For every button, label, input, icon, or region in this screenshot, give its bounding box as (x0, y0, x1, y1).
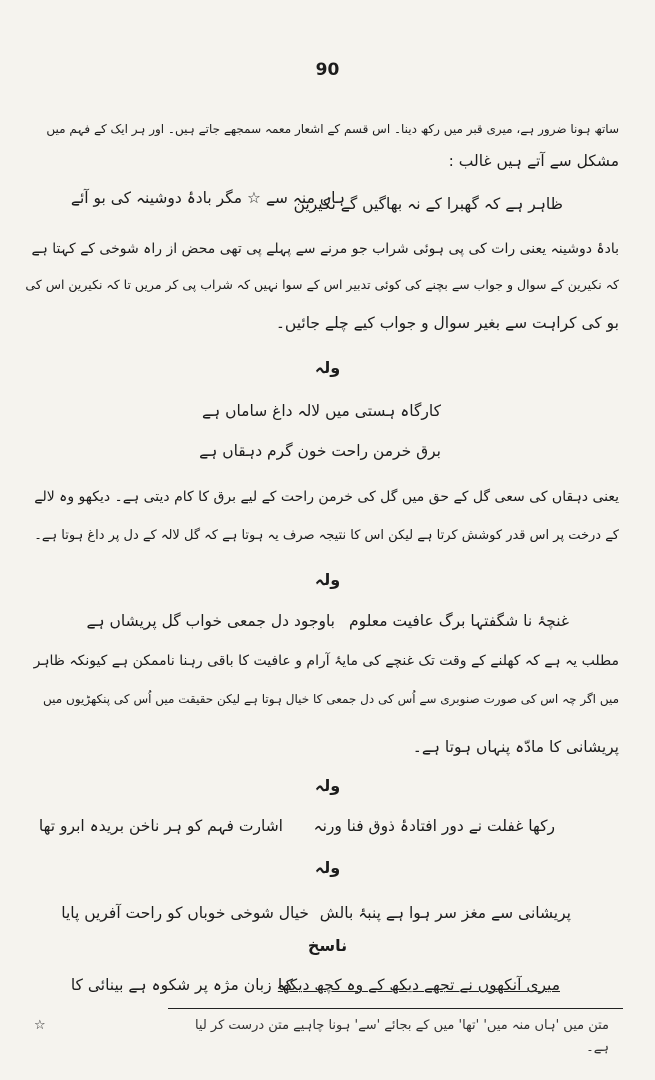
p4-line-2: میں اگر چہ اس کی صورت صنوبری سے اُس کی دل جمعی کا خیال ہوتا ہے لیکن حقیقت میں اُس کی پنکھڑیوں میں (43, 692, 619, 706)
p1-line-1: ساتھ ہونا ضرور ہے، میری قبر میں رکھ دینا۔ اس قسم کے اشعار معمہ سمجھے جاتے ہیں۔ اور ہر ایک کے فہم میں (46, 122, 619, 136)
verse3-right-hemistich: غنچۂ نا شگفتہا برگ عافیت معلوم (349, 612, 569, 630)
verse6-right-hemistich: میری آنکھوں نے تجھے دیکھ کے وہ کچھ دیکھا (277, 976, 560, 994)
verse2-line-2: برق خرمن راحت خون گرم دہقاں ہے (199, 442, 441, 460)
heading-wala-4: ولہ (314, 858, 341, 877)
p2-line-3: بو کی کراہت سے بغیر سوال و جواب کیے چلے جائیں۔ (275, 314, 619, 332)
p3-line-2: کے درخت پر اس قدر کوشش کرتا ہے لیکن اس کا نتیجہ صرف یہ ہوتا ہے کہ گل لالہ کے دل پر داغ ہوتا ہے۔ (34, 528, 619, 543)
verse6-left-hemistich: کہ زبان مژہ پر شکوہ ہے بینائی کا (70, 976, 293, 994)
footnote-line-2: ہے۔ (586, 1040, 609, 1055)
footnote-star-icon: ☆ (34, 1018, 46, 1033)
page-number: 90 (315, 60, 340, 80)
verse1-left-hemistich: ہاں منہ سے ☆ مگر بادۂ دوشینہ کی بو آئے (70, 189, 345, 207)
footnote-line-1: متن میں 'ہاں منہ میں' 'تھا' میں کے بجائے 'سے' ہونا چاہیے متن درست کر لیا (194, 1018, 609, 1033)
p2-line-2: کہ نکیرین کے سوال و جواب سے بچنے کی کوئی تدبیر اس کے سوا نہیں کہ شراب پی کر مریں تا کہ نکیرین اس کی (25, 277, 619, 292)
heading-wala-3: ولہ (314, 776, 341, 795)
verse1-right-hemistich: ظاہر ہے کہ گھبرا کے نہ بھاگیں گے نکیرین (293, 195, 563, 213)
verse5-right-hemistich: پریشانی سے مغز سر ہوا ہے پنبۂ بالش (319, 904, 571, 922)
p2-line-1: بادۂ دوشینہ یعنی رات کی پی ہوئی شراب جو مرنے سے پہلے پی تھی محض از راہ شوخی کے کہتا ہے (31, 241, 619, 257)
verse2-line-1: کارگاہ ہستی میں لالہ داغ ساماں ہے (201, 402, 441, 420)
p1-line-2: مشکل سے آتے ہیں غالب : (448, 152, 619, 170)
heading-nasikh: ناسخ (307, 936, 348, 955)
verse4-left-hemistich: اشارت فہم کو ہر ناخن بریدہ ابرو تھا (38, 817, 283, 835)
verse4-right-hemistich: رکھا غفلت نے دور افتادۂ ذوق فنا ورنہ (313, 817, 555, 835)
p3-line-1: یعنی دہقاں کی سعی گل کے حق میں گل کی خرمن راحت کے لیے برق کا کام دیتی ہے۔ دیکھو وہ لالے (34, 489, 619, 505)
p4-line-1: مطلب یہ ہے کہ کھلنے کے وقت تک غنچے کی مایۂ آرام و عافیت کا باقی رہنا ناممکن ہے کیونکہ ظاہر (33, 653, 619, 669)
verse5-left-hemistich: خیال شوخی خوباں کو راحت آفریں پایا (61, 904, 309, 922)
footnote-rule (168, 1008, 623, 1009)
verse3-left-hemistich: باوجود دل جمعی خواب گل پریشاں ہے (86, 612, 335, 630)
p4-line-3: پریشانی کا مادّہ پنہاں ہوتا ہے۔ (412, 738, 619, 756)
heading-wala-2: ولہ (314, 570, 341, 589)
heading-wala-1: ولہ (314, 358, 341, 377)
